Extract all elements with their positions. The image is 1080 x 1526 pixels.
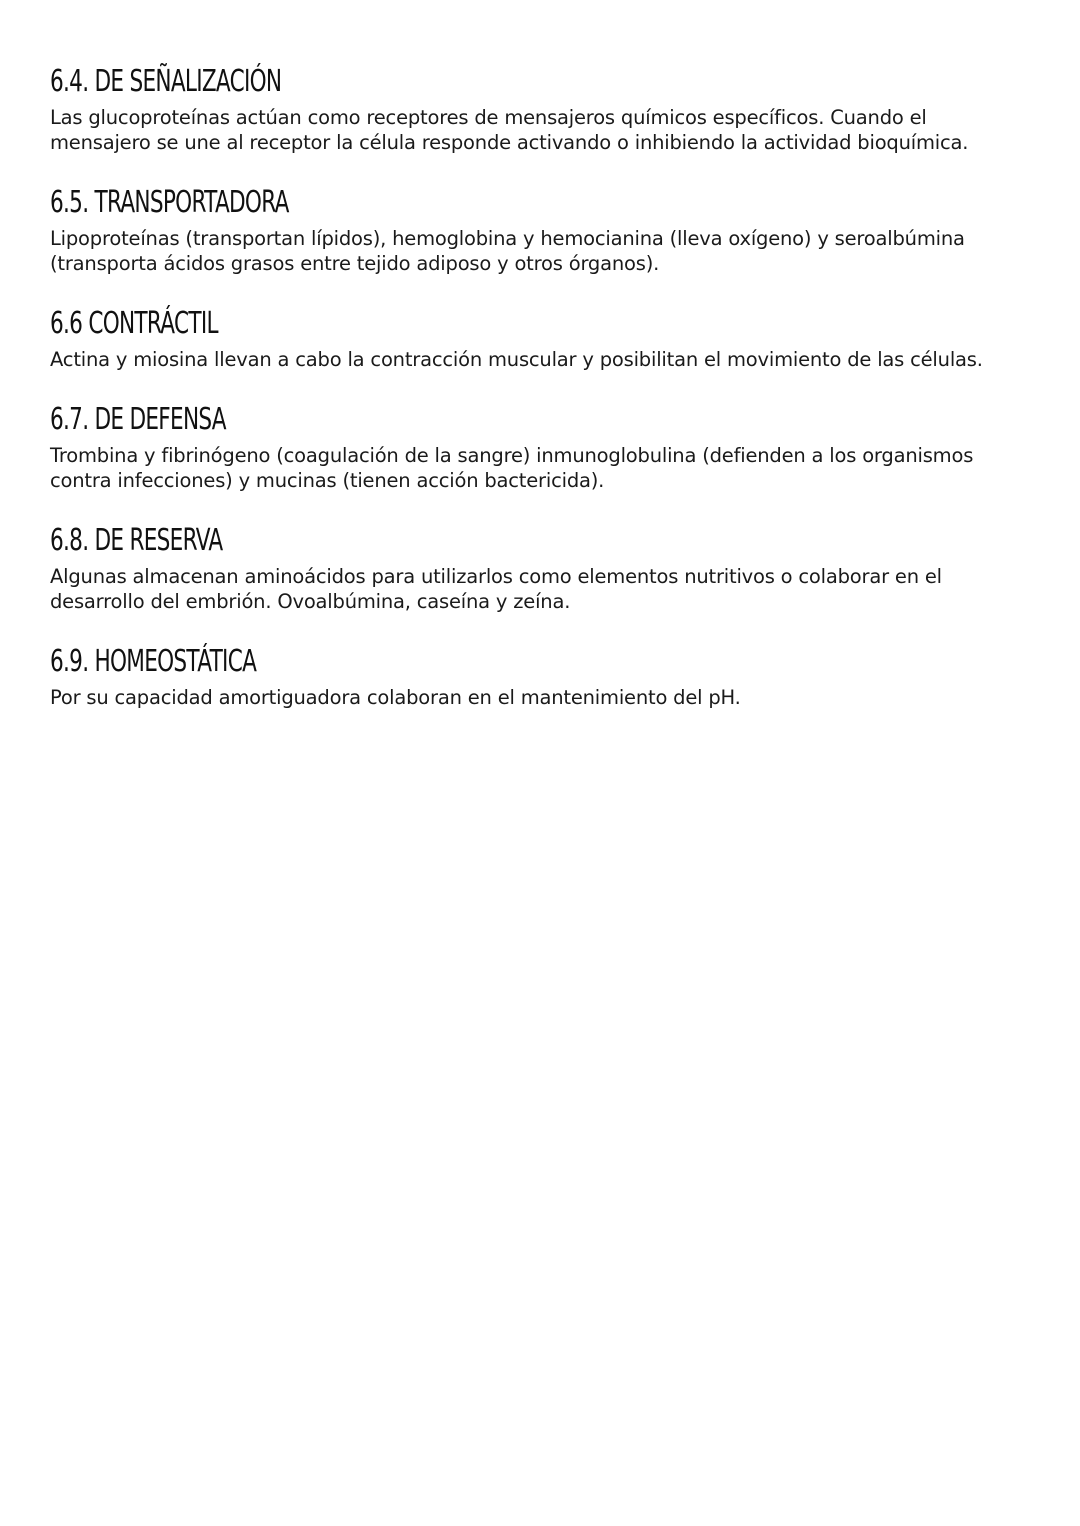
section-heading: 6.9. HOMEOSTÁTICA (50, 644, 257, 679)
section-text: Trombina y fibrinógeno (coagulación de la sangre) inmunoglobulina (defienden a los organismos contra infecciones) y mucinas (tienen acción bactericida). (50, 444, 974, 492)
document-page (50, 60, 1010, 736)
section-senalizacion (50, 60, 1010, 155)
section-defensa (50, 398, 1010, 493)
section-homeostatica (50, 640, 1010, 710)
section-text: Lipoproteínas (transportan lípidos), hemoglobina y hemocianina (lleva oxígeno) y seroalbúmina (transporta ácidos grasos entre tejido adiposo y otros órganos). (50, 227, 965, 275)
section-contractil (50, 302, 1010, 372)
section-text: Algunas almacenan aminoácidos para utilizarlos como elementos nutritivos o colaborar en el desarrollo del embrión. Ovoalbúmina, caseína y zeína. (50, 565, 942, 613)
section-reserva (50, 519, 1010, 614)
section-transportadora (50, 181, 1010, 276)
section-text: Actina y miosina llevan a cabo la contracción muscular y posibilitan el movimiento de las células. (50, 348, 983, 371)
section-text: Por su capacidad amortiguadora colaboran en el mantenimiento del pH. (50, 686, 741, 709)
section-heading: 6.8. DE RESERVA (50, 523, 223, 558)
section-heading: 6.4. DE SEÑALIZACIÓN (50, 64, 282, 99)
section-heading: 6.5. TRANSPORTADORA (50, 185, 289, 220)
section-heading: 6.7. DE DEFENSA (50, 402, 226, 437)
section-text: Las glucoproteínas actúan como receptores de mensajeros químicos específicos. Cuando el mensajero se une al receptor la célula responde activando o inhibiendo la actividad bioquímica. (50, 106, 969, 154)
section-heading: 6.6 CONTRÁCTIL (50, 306, 218, 341)
